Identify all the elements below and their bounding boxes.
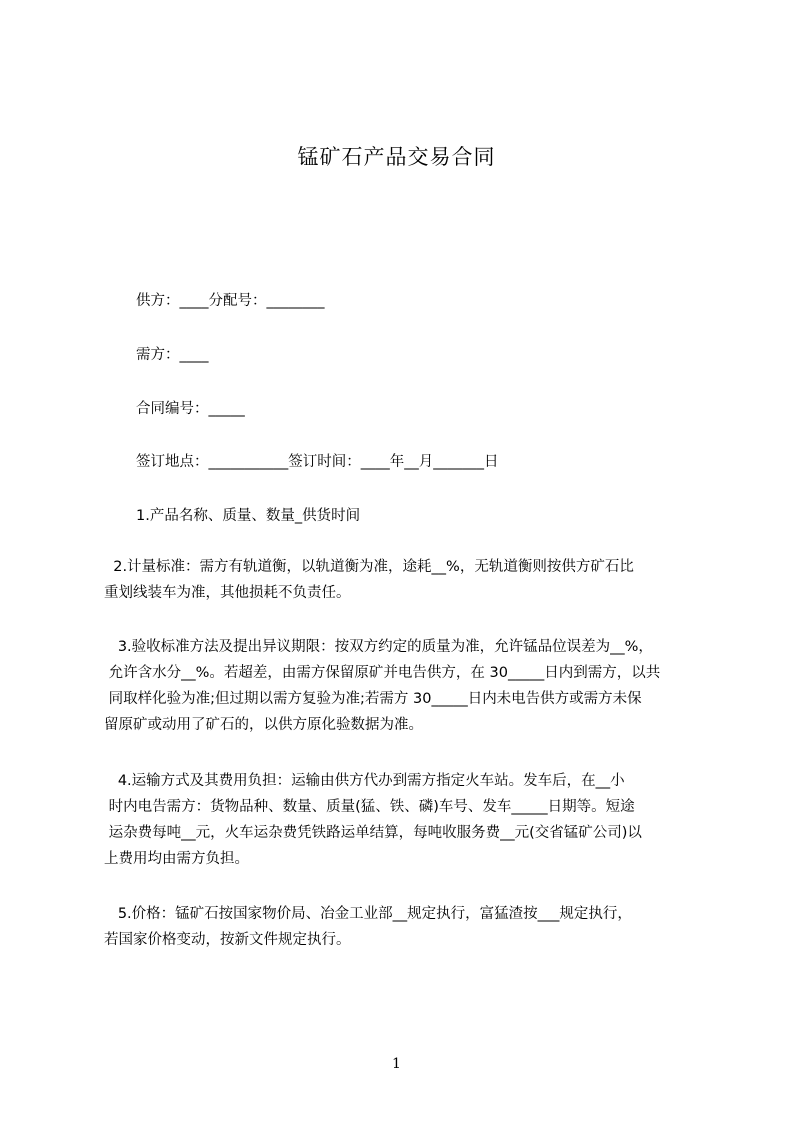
clause-2-line: 2.计量标准：需方有轨道衡，以轨道衡为准，途耗__%，无轨道衡则按供方矿石比: [104, 559, 634, 575]
clause-3-line: 同取样化验为准;但过期以需方复验为准;若需方 30_____日内未电告供方或需方未保: [104, 691, 642, 707]
clause-1: [136, 503, 742, 529]
contract-number-field: 合同编号：_____: [136, 401, 245, 417]
buyer-field: 需方：____: [136, 347, 209, 363]
page-number: 1: [392, 1056, 401, 1072]
clause-4-line: 运杂费每吨__元，火车运杂费凭铁路运单结算，每吨收服务费__元(交省锰矿公司)以: [104, 825, 642, 841]
clause-3-line: 允许含水分__%。若超差，由需方保留原矿并电告供方，在 30_____日内到需方，以共: [104, 665, 661, 681]
clause-5-line: 5.价格：锰矿石按国家物价局、冶金工业部__规定执行，富猛渣按___规定执行，: [104, 906, 632, 922]
clause-5: [104, 901, 710, 953]
clause-4: [104, 768, 710, 872]
clause-4-line: 4.运输方式及其费用负担：运输由供方代办到需方指定火车站。发车后，在__小: [104, 773, 625, 789]
clause-3-line: 3.验收标准方法及提出异议期限：按双方约定的质量为准，允许锰品位误差为__%，: [104, 639, 653, 655]
clause-3-line: 留原矿或动用了矿石的，以供方原化验数据为准。: [104, 717, 423, 733]
clause-4-line: 时内电告需方：货物品种、数量、质量(猛、铁、磷)车号、发车_____日期等。短途: [104, 799, 635, 815]
sign-place-time-field: 签订地点：___________签订时间：____年__月_______日: [136, 454, 499, 470]
clause-3: [104, 634, 710, 738]
clause-2: [104, 554, 710, 606]
clause-5-line: 若国家价格变动，按新文件规定执行。: [104, 932, 351, 948]
page-title: 锰矿石产品交易合同: [297, 145, 496, 169]
supplier-field: 供方：____分配号：________: [136, 293, 325, 309]
clause-2-line: 重划线装车为准，其他损耗不负责任。: [104, 585, 351, 601]
clause-4-line: 上费用均由需方负担。: [104, 851, 249, 867]
clause-1-line: 1.产品名称、质量、数量_供货时间: [136, 508, 361, 524]
